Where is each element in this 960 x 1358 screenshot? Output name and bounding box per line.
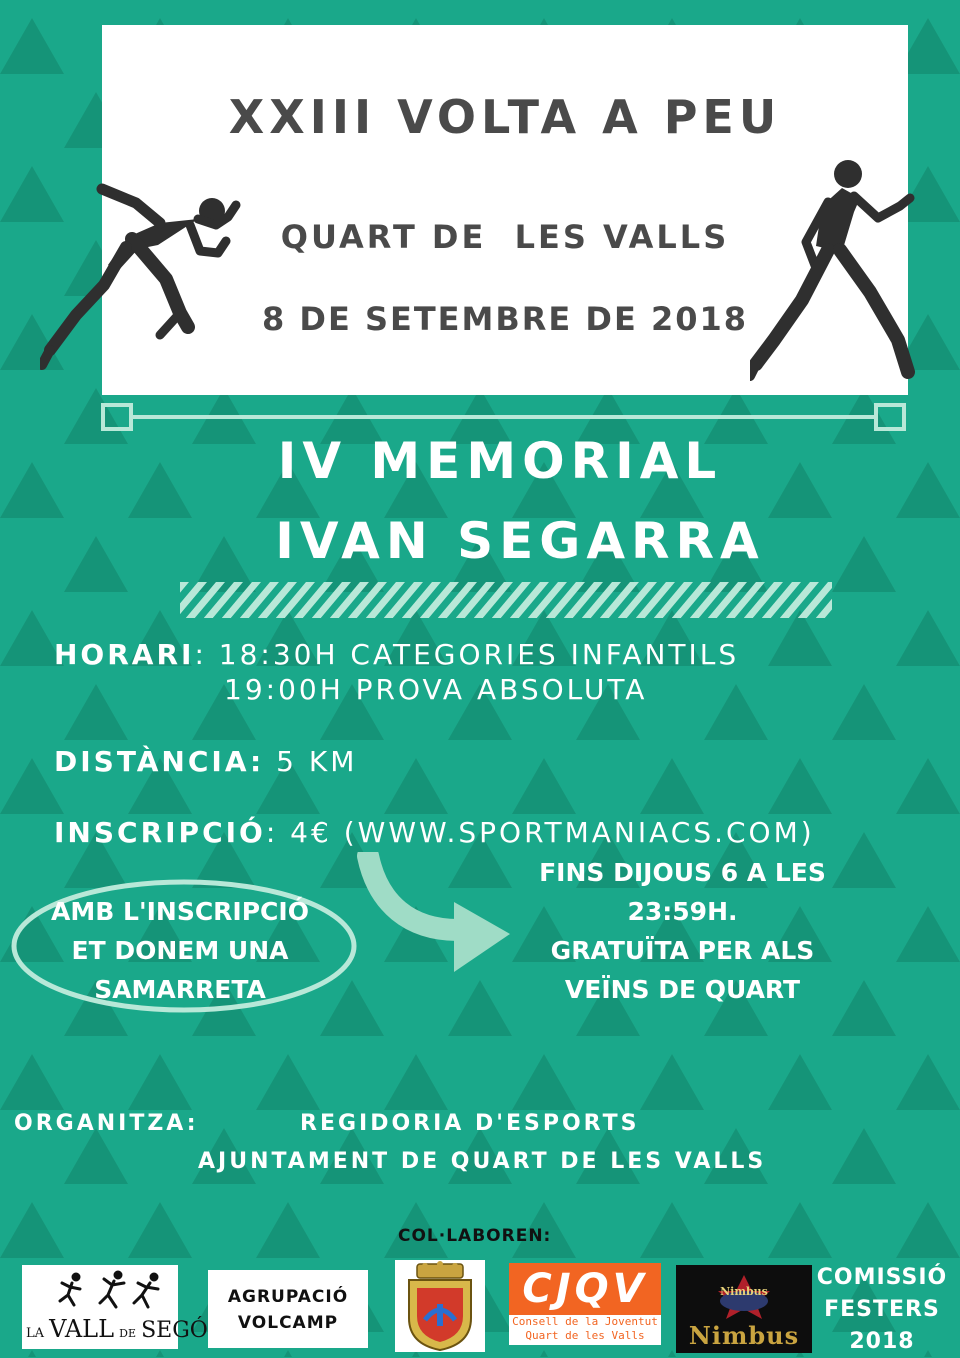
inscripcio-label: INSCRIPCIÓ xyxy=(54,816,266,849)
cjqv-main: CJQV xyxy=(522,1266,648,1312)
event-title: XXIII VOLTA A PEU xyxy=(228,90,782,144)
horari-value-1: : 18:30H CATEGORIES INFANTILS xyxy=(194,638,740,671)
logo-sego: SEGÓ xyxy=(141,1318,208,1343)
shield-crest-icon xyxy=(395,1260,485,1352)
deadline-line-3: GRATUÏTA PER ALS xyxy=(550,936,815,965)
dancers-icon xyxy=(22,1267,178,1317)
runner-silhouette-icon xyxy=(750,150,920,390)
gift-line-2: ET DONEM UNA xyxy=(71,936,289,965)
logo-municipal-crest xyxy=(395,1260,485,1352)
event-date: 8 DE SETEMBRE DE 2018 xyxy=(261,300,749,338)
distancia-row xyxy=(54,745,357,778)
logo-nimbus xyxy=(676,1265,812,1353)
deadline-line-4: VEÏNS DE QUART xyxy=(564,975,801,1004)
distancia-label: DISTÀNCIA: xyxy=(54,745,265,778)
gift-text xyxy=(20,892,340,1009)
inscripcio-value: : 4€ (WWW.SPORTMANIACS.COM) xyxy=(265,816,815,849)
gift-line-3: SAMARRETA xyxy=(94,975,266,1004)
comissio-line-2: FESTERS xyxy=(824,1297,940,1322)
comissio-festers-text xyxy=(814,1262,950,1358)
nimbus-bottom: Nimbus xyxy=(688,1321,800,1350)
organizers-label: ORGANITZA: xyxy=(14,1111,199,1136)
cjqv-sub-2: Quart de les Valls xyxy=(525,1329,645,1342)
volcamp-line-2: VOLCAMP xyxy=(237,1313,339,1333)
distancia-value: 5 KM xyxy=(264,745,358,778)
logo-vall: VALL xyxy=(49,1315,115,1343)
logo-de: DE xyxy=(119,1327,136,1340)
deadline-line-2: 23:59H. xyxy=(627,897,738,926)
organizers-line-2: AJUNTAMENT DE QUART DE LES VALLS xyxy=(198,1149,767,1174)
horari-row xyxy=(54,638,739,671)
hatched-bar xyxy=(180,582,832,618)
horari-value-2: 19:00H PROVA ABSOLUTA xyxy=(224,673,648,706)
cjqv-sub xyxy=(509,1315,661,1345)
logo-vall-de-sego xyxy=(22,1265,208,1349)
inscripcio-row xyxy=(54,816,815,849)
curved-arrow-icon xyxy=(350,852,520,980)
comissio-line-1: COMISSIÓ xyxy=(816,1265,948,1290)
memorial-line2: IVAN SEGARRA xyxy=(275,512,765,570)
deadline-text xyxy=(520,853,845,1009)
event-place: QUART DE LES VALLS xyxy=(280,218,730,256)
cjqv-sub-1: Consell de la Joventut xyxy=(512,1315,658,1328)
collaborators-label: COL·LABOREN: xyxy=(398,1226,552,1246)
divider-line xyxy=(100,402,910,432)
nimbus-top: Nimbus xyxy=(720,1285,768,1298)
volcamp-line-1: AGRUPACIÓ xyxy=(227,1287,349,1307)
horari-label: HORARI xyxy=(54,638,195,671)
logo-la: LA xyxy=(26,1326,45,1341)
organizers-line-1: REGIDORIA D'ESPORTS xyxy=(300,1111,640,1136)
gift-line-1: AMB L'INSCRIPCIÓ xyxy=(51,897,309,926)
logo-cjqv xyxy=(509,1263,661,1345)
runner-silhouette-icon xyxy=(40,175,250,385)
logo-agrupacio-volcamp xyxy=(208,1270,368,1348)
comissio-line-3: 2018 xyxy=(849,1329,915,1354)
deadline-line-1: FINS DIJOUS 6 A LES xyxy=(539,858,826,887)
vall-de-sego-text xyxy=(26,1315,208,1343)
memorial-line1: IV MEMORIAL xyxy=(277,432,723,490)
